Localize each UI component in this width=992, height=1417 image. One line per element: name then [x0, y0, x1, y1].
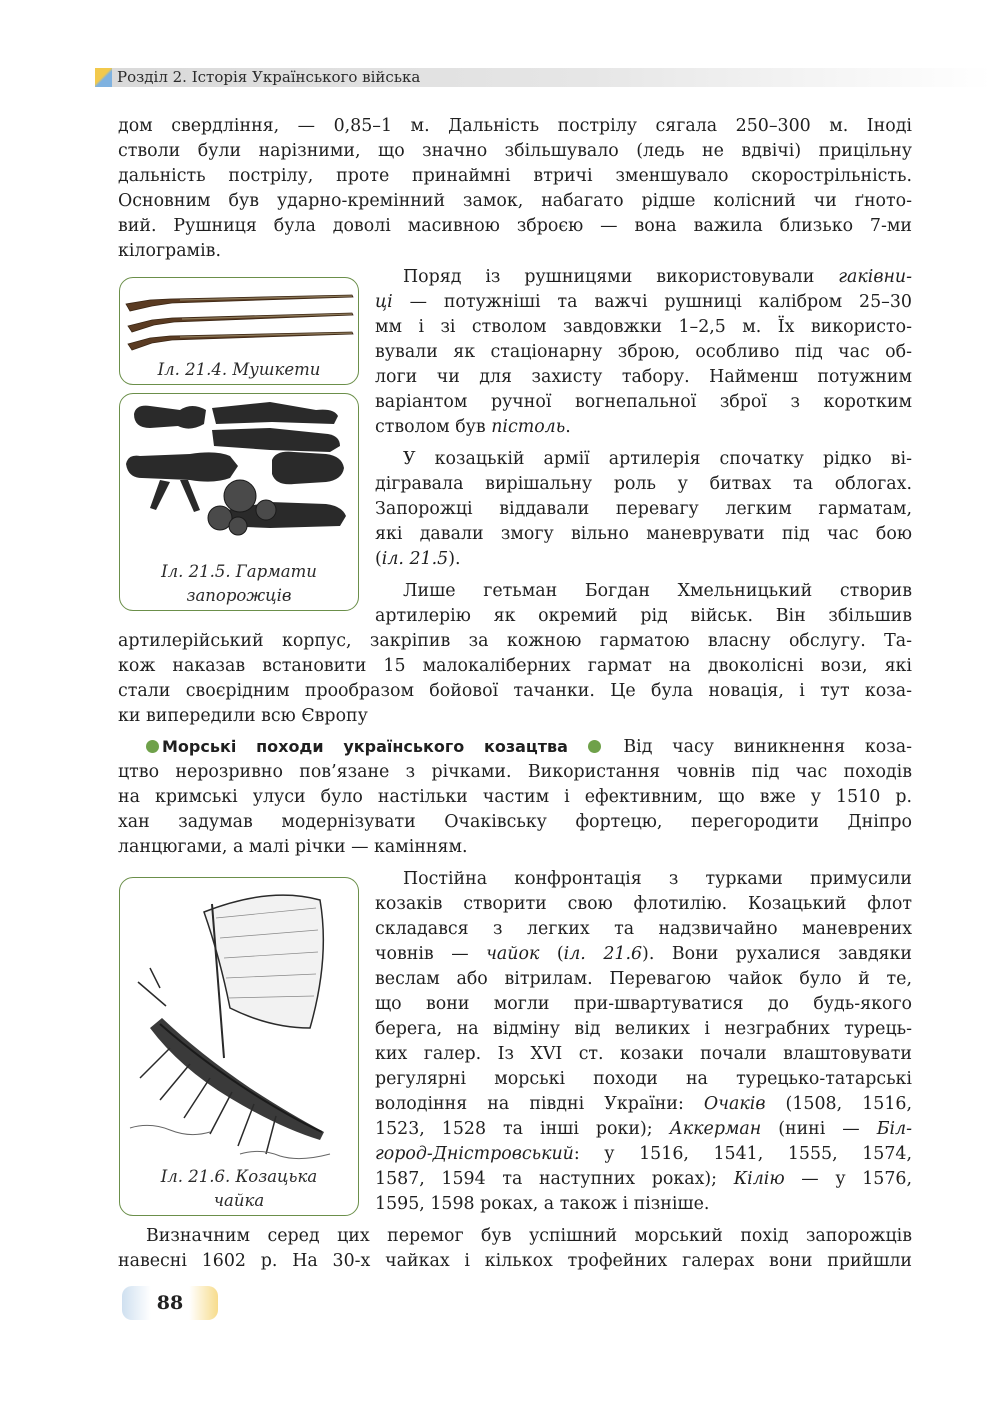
cannons-illustration: [120, 394, 358, 559]
text-span: (: [539, 944, 564, 964]
text-line: козаків створити свою флотилію. Козацький флот: [375, 894, 912, 914]
paragraph-4a: [375, 579, 912, 629]
text-line: артилерію як окремий рід військ. Він збільшив: [375, 606, 912, 626]
text-line: логи чи для захисту табору. Найменш потужним: [375, 367, 912, 387]
text-line: ки випередили всю Європу: [118, 706, 368, 726]
text-span: : у 1516, 1541, 1555, 1574,: [573, 1144, 912, 1164]
text-line: дом свердління, — 0,85–1 м. Дальність пострілу сягала 250–300 м. Іноді: [118, 116, 912, 136]
figure-muskets: [119, 277, 359, 385]
section-marine-campaigns: [118, 734, 912, 860]
text-line: кілограмів.: [118, 241, 221, 261]
text-line: Основним був ударно-кремінний замок, набагато рідше колісний чи ґното-: [118, 191, 912, 211]
paragraph-3: [375, 447, 912, 572]
figure-caption-line: Іл. 21.6. Козацька: [160, 1167, 318, 1186]
term: пістоль: [491, 417, 566, 437]
place-name: Кілію: [733, 1169, 785, 1189]
muskets-illustration: [120, 278, 358, 358]
text-span: ).: [448, 549, 461, 569]
text-span: 1587, 1594 та наступних роках);: [375, 1169, 734, 1189]
text-span: — у 1576,: [784, 1169, 912, 1189]
figure-caption: Іл. 21.4. Мушкети: [157, 360, 321, 379]
text-line: що вони могли при-швартуватися до будь-якого: [375, 994, 912, 1014]
text-span: Поряд із рушницями використовували: [403, 267, 839, 287]
text-line: Постійна конфронтація з турками примусили: [403, 869, 912, 889]
figure-ref: іл. 21.5: [381, 549, 449, 569]
text-line: У козацькій армії артилерія спочатку рідко ві-: [403, 449, 912, 469]
text-span: володіння на півдні України:: [375, 1094, 704, 1114]
text-line: артилерійський корпус, закріпив за кожною гарматою власну обслугу. Та-: [118, 631, 912, 651]
page-number-tab: [122, 1286, 218, 1320]
text-line: регулярні морські походи на турецько-татарські: [375, 1069, 912, 1089]
term: чайок: [486, 944, 540, 964]
text-span: ). Вони рухалися завдяки: [642, 944, 912, 964]
text-span: (1508, 1516,: [765, 1094, 912, 1114]
bullet-dot-icon: [588, 740, 601, 753]
paragraph-7: [118, 1224, 912, 1274]
text-line: ких галер. Із XVI ст. козаки почали влаштовувати: [375, 1044, 912, 1064]
figure-ref: іл. 21.6: [563, 944, 643, 964]
text-line: вували як стаціонарну зброю, особливо під час об-: [375, 342, 912, 362]
text-line: навесні 1602 р. На 30-х чайках і кількох трофейних галерах вони прийшли: [118, 1251, 912, 1271]
chapter-title: Розділ 2. Історія Українського війська: [117, 68, 421, 86]
text-line: на кримські улуси було настільки частим і ефективним, що вже у 1510 р.: [118, 787, 912, 807]
text-line: мм і зі стволом завдовжки 1–2,5 м. Їх використо-: [375, 317, 912, 337]
paragraph-6: [375, 867, 912, 1217]
text-line: ланцюгами, а малі річки — камінням.: [118, 837, 468, 857]
text-line: стволи були нарізними, що значно збільшувало (ледь не вдвічі) прицільну: [118, 141, 912, 161]
chapter-header: [95, 68, 992, 87]
paragraph-4b: [118, 629, 912, 729]
text-line: стали своєрідним прообразом бойової тачанки. Це була новація, і тут коза-: [118, 681, 912, 701]
figure-caption-line: чайка: [213, 1191, 265, 1210]
place-name: город-Дністровський: [375, 1144, 574, 1164]
figure-caption-line: запорожців: [186, 586, 292, 605]
text-span: Від часу виникнення коза-: [603, 737, 912, 757]
text-line: складався з легких та надзвичайно маневрених: [375, 919, 912, 939]
text-span: (нині —: [761, 1119, 877, 1139]
text-line: Запорожці віддавали перевагу легким гарматам,: [375, 499, 912, 519]
text-line: берега, на відміну від великих і незграбних турець-: [375, 1019, 912, 1039]
chaika-illustration: [120, 878, 358, 1163]
text-line: які давали змогу вільно маневрувати під час бою: [375, 524, 912, 544]
figure-caption-line: Іл. 21.5. Гармати: [161, 562, 317, 581]
text-span: 1523, 1528 та інші роки);: [375, 1119, 670, 1139]
text-line: Визначним серед цих перемог був успішний морський похід запорожців: [146, 1226, 912, 1246]
figure-cannons: [119, 393, 359, 611]
place-name: Біл-: [876, 1119, 912, 1139]
text-line: дальність пострілу, проте принаймні втричі зменшувало скорострільність.: [118, 166, 912, 186]
section-heading: Морські походи українського козацтва: [162, 737, 568, 756]
page-number: 88: [156, 1292, 184, 1314]
text-line: варіантом ручної вогнепальної зброї з коротким: [375, 392, 912, 412]
text-line: Лише гетьман Богдан Хмельницький створив: [403, 581, 912, 601]
text-line: кож наказав встановити 15 малокаліберних гармат на двоколісні вози, які: [118, 656, 912, 676]
text-line: вий. Рушниця була доволі масивною зброєю — вона важила близько 7-ми: [118, 216, 912, 236]
text-line: цтво нерозривно пов’язане з річками. Використання човнів під час походів: [118, 762, 912, 782]
text-line: хан задумав модернізувати Очаківську фортецю, перегородити Дніпро: [118, 812, 912, 832]
text-span: .: [565, 417, 571, 437]
text-line: 1595, 1598 роках, а також і пізніше.: [375, 1194, 710, 1214]
figure-chaika: [119, 877, 359, 1216]
place-name: Очаків: [703, 1094, 766, 1114]
header-mark-icon: [95, 68, 112, 87]
text-span: — потужніші та важчі рушниці калібром 25–30: [392, 292, 912, 312]
text-span: стволом був: [375, 417, 492, 437]
text-span: (: [375, 549, 382, 569]
term: ці: [375, 292, 393, 312]
bullet-dot-icon: [146, 740, 159, 753]
paragraph-2: [375, 265, 912, 440]
text-line: дігравала вирішальну роль у битвах та облогах.: [375, 474, 912, 494]
term: гаківни-: [838, 267, 912, 287]
paragraph-1: [118, 114, 912, 264]
place-name: Аккерман: [669, 1119, 762, 1139]
text-line: веслам або вітрилам. Перевагою чайок було й те,: [375, 969, 912, 989]
text-span: човнів —: [375, 944, 487, 964]
